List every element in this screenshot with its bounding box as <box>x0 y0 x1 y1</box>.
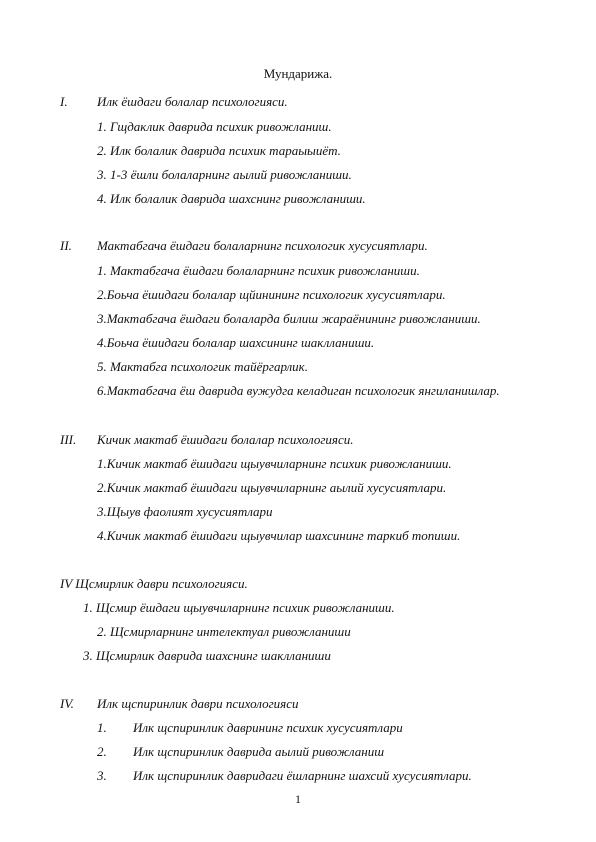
section-4-heading: IV Щсмирлик даври психологияси. <box>60 576 248 591</box>
section-3-heading: Кичик мактаб ёшидаги болалар психологияси. <box>97 432 354 447</box>
section-3-item-3: 3.Щыув фаолият хусусиятлари <box>97 504 273 519</box>
section-2-item-5: 5. Мактабга психологик тайёргарлик. <box>97 359 308 374</box>
section-2-heading: Мактабгача ёшдаги болаларнинг психологик хусусиятлари. <box>97 238 428 253</box>
section-5-item-1-number: 1. <box>97 720 107 735</box>
section-3-numeral: III. <box>60 432 77 447</box>
section-5-heading: Илк щспиринлик даври психологияси <box>97 696 299 711</box>
toc-title: Мундарижа. <box>263 66 333 81</box>
section-5-item-2: Илк щспиринлик даврида аылий ривожланиш <box>133 744 385 759</box>
section-1-numeral: I. <box>60 94 68 109</box>
section-1-heading: Илк ёшдаги болалар психологияси. <box>97 94 288 109</box>
section-2-item-2: 2.Боьча ёшидаги болалар щйинининг психологик хусусиятлари. <box>97 287 446 302</box>
section-5-item-3-number: 3. <box>97 768 107 783</box>
section-2-numeral: II. <box>60 238 72 253</box>
section-5-item-3: Илк щспиринлик давридаги ёшларнинг шахсий хусусиятлари. <box>133 768 472 783</box>
section-5-item-2-number: 2. <box>97 744 107 759</box>
section-1-item-1: 1. Гщдаклик даврида психик ривожланиш. <box>97 119 332 134</box>
page-number: 1 <box>295 792 301 806</box>
section-5-item-1: Илк щспиринлик даврининг психик хусусиятлари <box>133 720 403 735</box>
section-4-item-2: 2. Щсмирларнинг интелектуал ривожланиши <box>97 624 351 639</box>
section-1-item-4: 4. Илк болалик даврида шахснинг ривожланиши. <box>97 191 366 206</box>
section-5-numeral: IV. <box>60 696 74 711</box>
section-4-item-3: 3. Щсмирлик даврида шахснинг шаклланиши <box>83 648 331 663</box>
section-2-item-3: 3.Мактабгача ёшдаги болаларда билиш жараёнининг ривожланиши. <box>97 311 481 326</box>
section-3-item-1: 1.Кичик мактаб ёшидаги щыувчиларнинг психик ривожланиши. <box>97 456 452 471</box>
section-4-item-1: 1. Щсмир ёшдаги щыувчиларнинг психик ривожланиши. <box>83 600 395 615</box>
section-3-item-2: 2.Кичик мактаб ёшидаги щыувчиларнинг аылий хусусиятлари. <box>97 480 447 495</box>
section-2-item-6: 6.Мактабгача ёш даврида вужудга келадиган психологик янгиланишлар. <box>97 383 500 398</box>
section-2-item-4: 4.Боьча ёшидаги болалар шахсининг шаклланиши. <box>97 335 375 350</box>
section-1-item-3: 3. 1-3 ёшли болаларнинг аылий ривожланиши. <box>97 167 352 182</box>
section-1-item-2: 2. Илк болалик даврида психик тараыыиёт. <box>97 143 341 158</box>
section-2-item-1: 1. Мактабгача ёшдаги болаларнинг психик ривожланиши. <box>97 263 420 278</box>
section-3-item-4: 4.Кичик мактаб ёшидаги щыувчилар шахсининг таркиб топиши. <box>97 528 461 543</box>
